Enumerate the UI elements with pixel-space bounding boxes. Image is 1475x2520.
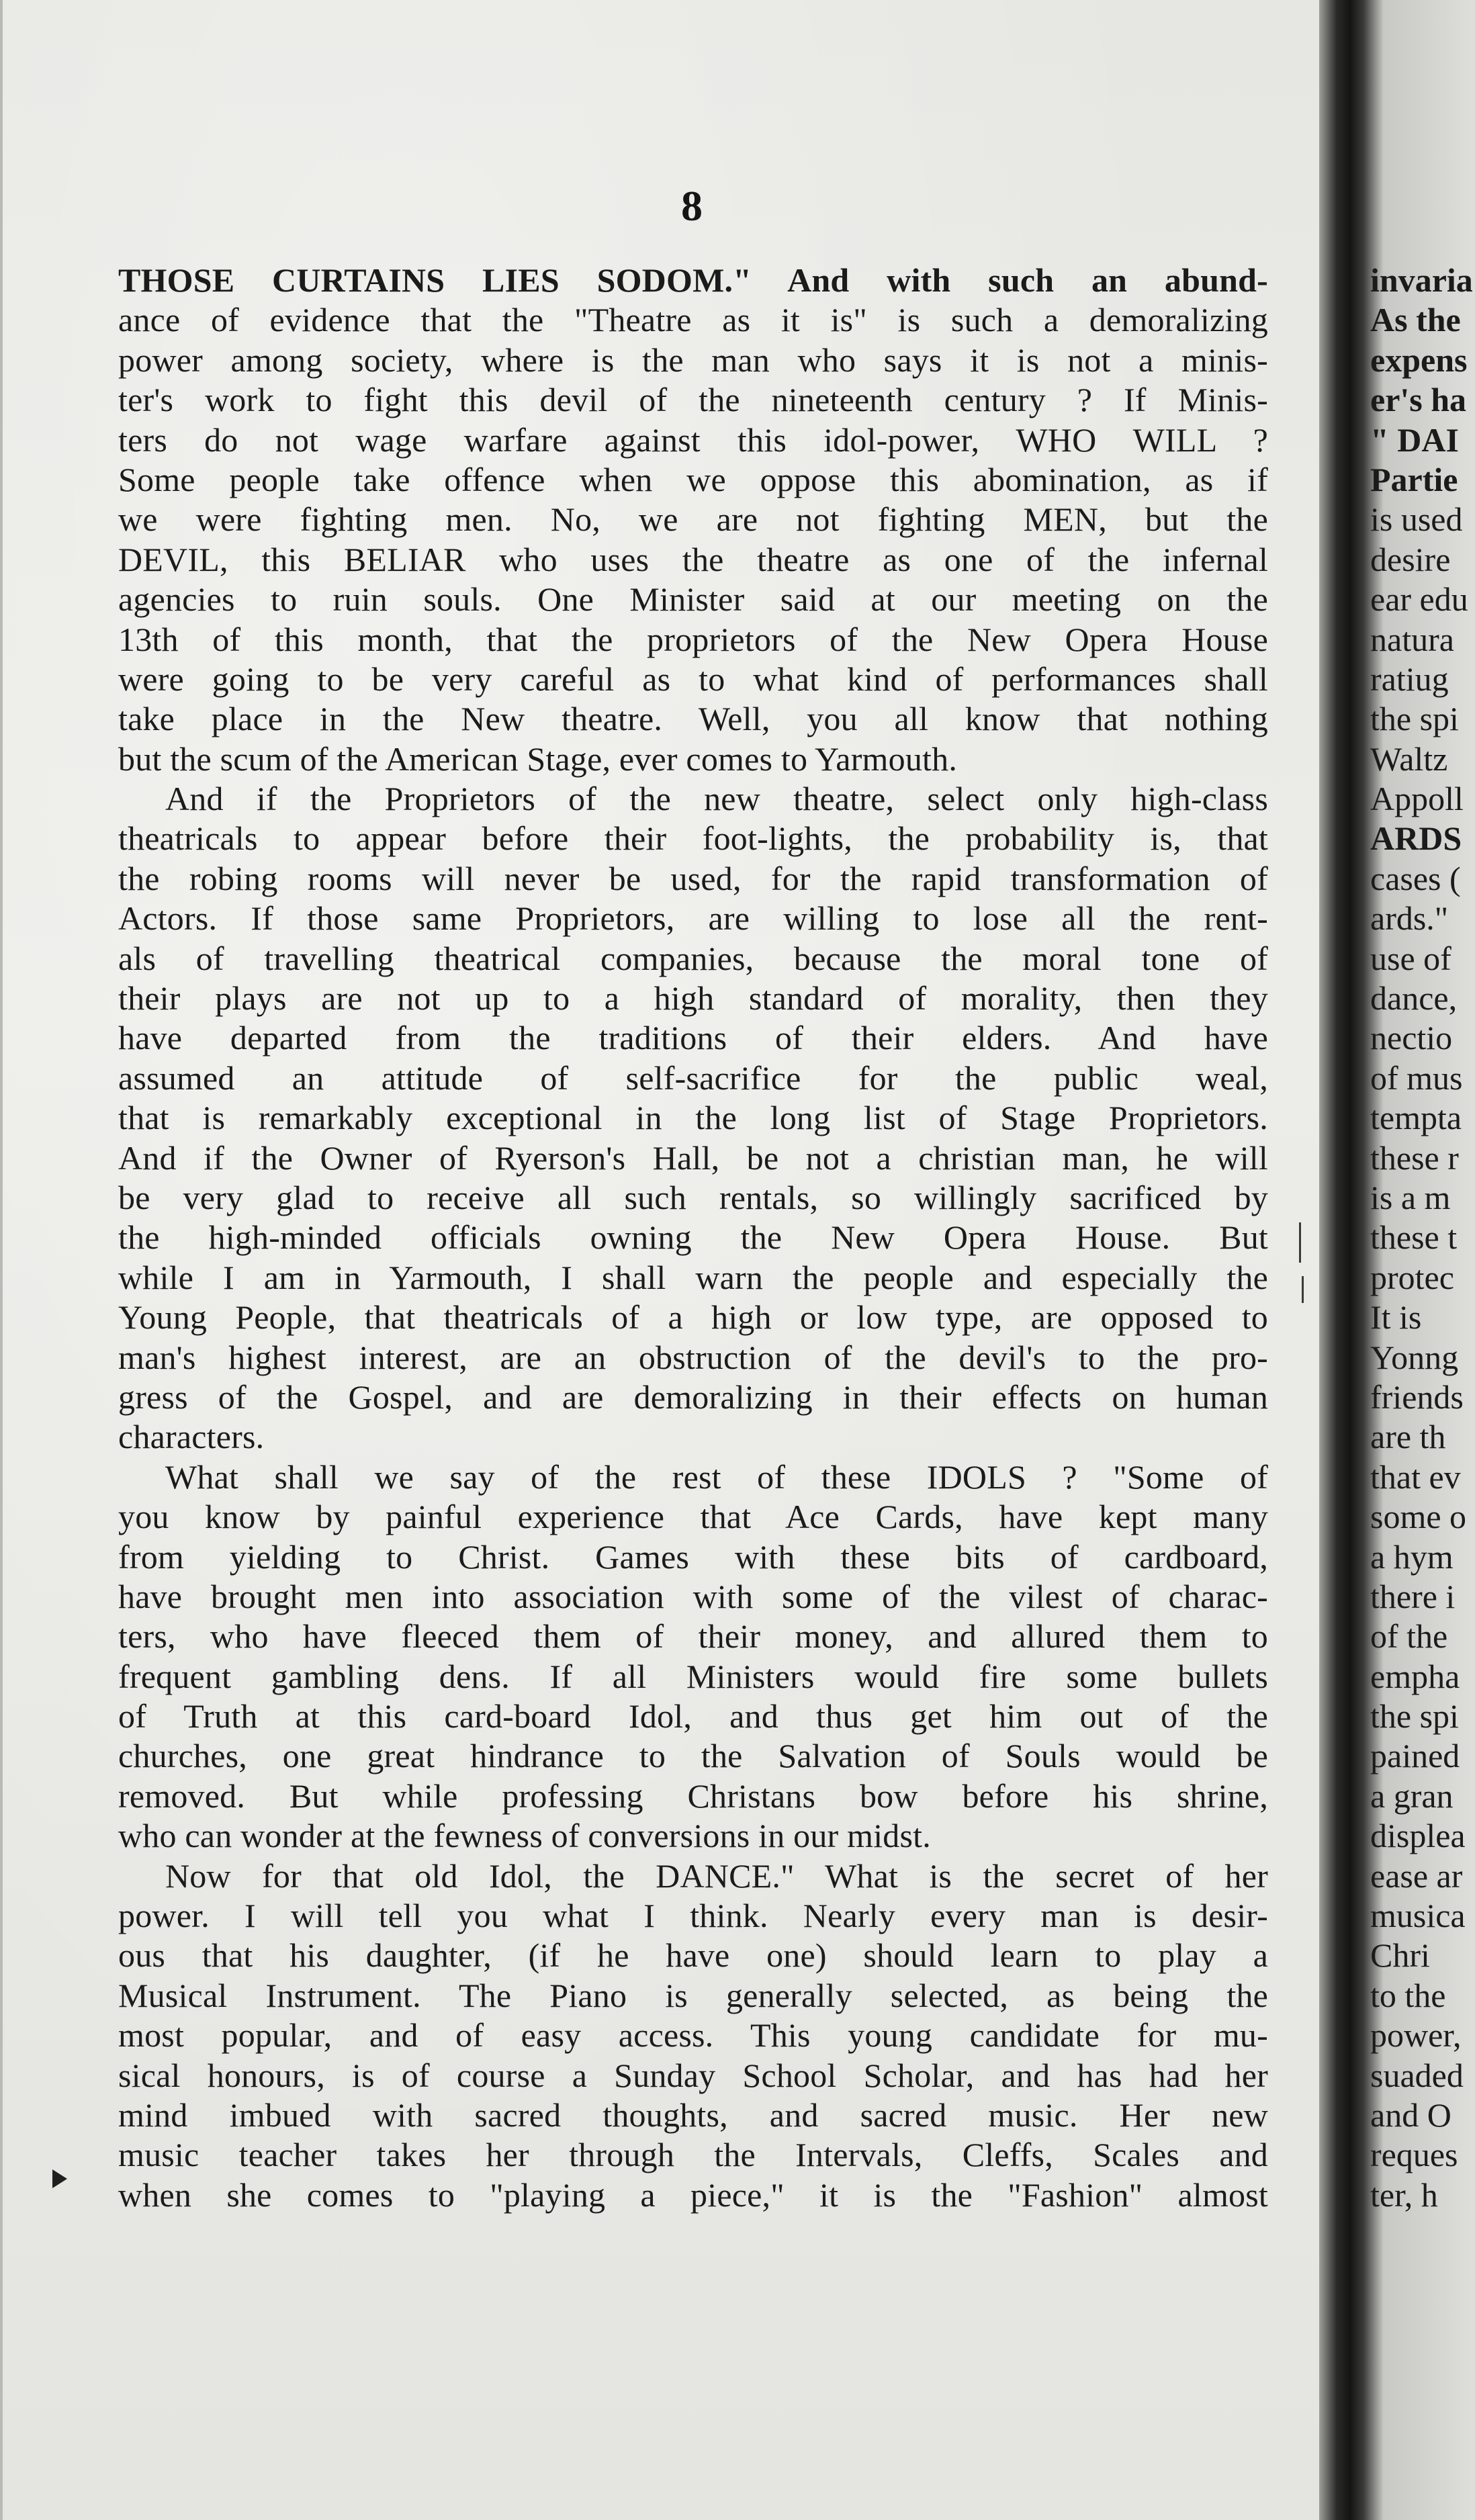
adjacent-text-fragment: expens	[1370, 341, 1468, 379]
adjacent-text-fragment: is used	[1370, 500, 1463, 539]
adjacent-text-fragment: ards."	[1370, 899, 1449, 938]
text-line: THOSE CURTAINS LIES SODOM." And with such an abund-	[118, 261, 1268, 299]
main-text-column	[118, 261, 1268, 2215]
text-line: ters do not wage warfare against this idol-power, WHO WILL ?	[118, 420, 1268, 459]
margin-pointer-icon	[52, 2169, 67, 2188]
text-line: the robing rooms will never be used, for the rapid transformation of	[118, 859, 1268, 897]
adjacent-text-fragment: reques	[1370, 2136, 1458, 2174]
text-line: ter's work to fight this devil of the nineteenth century ? If Minis-	[118, 381, 1268, 419]
adjacent-text-fragment: of mus	[1370, 1059, 1463, 1097]
text-line: most popular, and of easy access. This young candidate for mu-	[118, 2016, 1268, 2055]
adjacent-text-fragment: empha	[1370, 1657, 1460, 1695]
adjacent-text-fragment: friends	[1370, 1378, 1464, 1416]
adjacent-text-fragment: ter, h	[1370, 2175, 1438, 2214]
text-line: Now for that old Idol, the DANCE." What is the secret of her	[165, 1856, 1268, 1895]
text-line: theatricals to appear before their foot-lights, the probability is, that	[118, 819, 1268, 858]
text-line: als of travelling theatrical companies, because the moral tone of	[118, 939, 1268, 977]
adjacent-text-fragment: to the	[1370, 1976, 1446, 2014]
text-line: of Truth at this card-board Idol, and thus get him out of the	[118, 1697, 1268, 1736]
adjacent-text-fragment: ear edu	[1370, 580, 1468, 619]
text-line: And if the Owner of Ryerson's Hall, be not a christian man, he will	[118, 1138, 1268, 1177]
text-line: churches, one great hindrance to the Salvation of Souls would be	[118, 1737, 1268, 1775]
text-line: ters, who have fleeced them of their money, and allured them to	[118, 1617, 1268, 1656]
text-line: 13th of this month, that the proprietors of the New Opera House	[118, 620, 1268, 658]
text-line: What shall we say of the rest of these IDOLS ? "Some of	[165, 1457, 1268, 1496]
text-line: mind imbued with sacred thoughts, and sacred music. Her new	[118, 2096, 1268, 2134]
text-line: you know by painful experience that Ace Cards, have kept many	[118, 1498, 1268, 1536]
text-line: have brought men into association with some of the vilest of charac-	[118, 1577, 1268, 1615]
adjacent-text-fragment: Yonng	[1370, 1338, 1459, 1376]
text-line: agencies to ruin souls. One Minister said at our meeting on the	[118, 580, 1268, 619]
text-line: characters.	[118, 1418, 265, 1456]
text-line: Actors. If those same Proprietors, are willing to lose all the rent-	[118, 899, 1268, 938]
text-line: the high-minded officials owning the New Opera House. But	[118, 1218, 1268, 1257]
adjacent-text-fragment: Appoll	[1370, 780, 1464, 818]
adjacent-text-fragment: the spi	[1370, 700, 1459, 738]
adjacent-text-fragment: tempta	[1370, 1099, 1462, 1137]
adjacent-text-fragment: musica	[1370, 1897, 1466, 1935]
adjacent-text-fragment: natura	[1370, 620, 1454, 658]
adjacent-text-fragment: " DAI	[1370, 420, 1459, 459]
text-line: Young People, that theatricals of a high or low type, are opposed to	[118, 1298, 1268, 1337]
text-line: have departed from the traditions of their elders. And have	[118, 1019, 1268, 1057]
adjacent-text-fragment: of the	[1370, 1617, 1448, 1656]
margin-mark	[1299, 1222, 1301, 1263]
adjacent-text-fragment: some o	[1370, 1498, 1467, 1536]
adjacent-text-fragment: is a m	[1370, 1178, 1451, 1216]
adjacent-text-fragment: and O	[1370, 2096, 1451, 2134]
adjacent-text-fragment: As the	[1370, 301, 1461, 339]
text-line: music teacher takes her through the Intervals, Cleffs, Scales and	[118, 2136, 1268, 2174]
text-line: were going to be very careful as to what kind of performances shall	[118, 660, 1268, 698]
adjacent-text-fragment: are th	[1370, 1418, 1446, 1456]
adjacent-text-fragment: ease ar	[1370, 1856, 1463, 1895]
text-line: And if the Proprietors of the new theatre, select only high-class	[165, 780, 1268, 818]
adjacent-text-fragment: Partie	[1370, 460, 1458, 498]
adjacent-text-fragment: er's ha	[1370, 381, 1467, 419]
text-line: frequent gambling dens. If all Ministers would fire some bullets	[118, 1657, 1268, 1695]
adjacent-page-column	[1370, 261, 1475, 2215]
page-number: 8	[681, 182, 703, 230]
adjacent-text-fragment: displea	[1370, 1817, 1466, 1855]
adjacent-text-fragment: these t	[1370, 1218, 1458, 1257]
adjacent-text-fragment: power,	[1370, 2016, 1462, 2055]
adjacent-text-fragment: ARDS	[1370, 819, 1462, 858]
text-line: when she comes to "playing a piece," it is the "Fashion" almost	[118, 2175, 1268, 2214]
adjacent-text-fragment: there i	[1370, 1577, 1456, 1615]
adjacent-text-fragment: the spi	[1370, 1697, 1459, 1736]
adjacent-text-fragment: suaded	[1370, 2056, 1464, 2094]
adjacent-text-fragment: dance,	[1370, 979, 1458, 1018]
text-line: their plays are not up to a high standard of morality, then they	[118, 979, 1268, 1018]
text-line: while I am in Yarmouth, I shall warn the people and especially the	[118, 1258, 1268, 1296]
text-line: from yielding to Christ. Games with these bits of cardboard,	[118, 1537, 1268, 1576]
text-line: but the scum of the American Stage, ever comes to Yarmouth.	[118, 739, 958, 778]
adjacent-text-fragment: It is	[1370, 1298, 1422, 1337]
text-line: be very glad to receive all such rentals, so willingly sacrificed by	[118, 1178, 1268, 1216]
text-line: who can wonder at the fewness of conversions in our midst.	[118, 1817, 931, 1855]
text-line: assumed an attitude of self-sacrifice for the public weal,	[118, 1059, 1268, 1097]
text-line: ous that his daughter, (if he have one) should learn to play a	[118, 1936, 1268, 1975]
adjacent-text-fragment: invaria	[1370, 261, 1473, 299]
adjacent-text-fragment: cases (	[1370, 859, 1461, 897]
adjacent-text-fragment: nectio	[1370, 1019, 1453, 1057]
text-line: sical honours, is of course a Sunday School Scholar, and has had her	[118, 2056, 1268, 2094]
adjacent-text-fragment: desire	[1370, 540, 1451, 578]
adjacent-text-fragment: protec	[1370, 1258, 1454, 1296]
text-line: DEVIL, this BELIAR who uses the theatre as one of the infernal	[118, 540, 1268, 578]
text-line: removed. But while professing Christans bow before his shrine,	[118, 1776, 1268, 1815]
adjacent-text-fragment: ratiug	[1370, 660, 1449, 698]
margin-mark	[1302, 1276, 1304, 1303]
text-line: man's highest interest, are an obstruction of the devil's to the pro-	[118, 1338, 1268, 1376]
adjacent-text-fragment: pained	[1370, 1737, 1460, 1775]
text-line: Musical Instrument. The Piano is generally selected, as being the	[118, 1976, 1268, 2014]
text-line: we were fighting men. No, we are not fighting MEN, but the	[118, 500, 1268, 539]
adjacent-text-fragment: a gran	[1370, 1776, 1454, 1815]
text-line: take place in the New theatre. Well, you all know that nothing	[118, 700, 1268, 738]
adjacent-text-fragment: a hym	[1370, 1537, 1454, 1576]
adjacent-text-fragment: these r	[1370, 1138, 1459, 1177]
adjacent-text-fragment: Waltz	[1370, 739, 1448, 778]
adjacent-text-fragment: use of	[1370, 939, 1451, 977]
text-line: power among society, where is the man who says it is not a minis-	[118, 341, 1268, 379]
text-line: power. I will tell you what I think. Nearly every man is desir-	[118, 1897, 1268, 1935]
text-line: ance of evidence that the "Theatre as it is" is such a demoralizing	[118, 301, 1268, 339]
text-line: Some people take offence when we oppose this abomination, as if	[118, 460, 1268, 498]
text-line: that is remarkably exceptional in the long list of Stage Proprietors.	[118, 1099, 1268, 1137]
text-line: gress of the Gospel, and are demoralizing in their effects on human	[118, 1378, 1268, 1416]
adjacent-text-fragment: that ev	[1370, 1457, 1461, 1496]
adjacent-text-fragment: Chri	[1370, 1936, 1430, 1975]
